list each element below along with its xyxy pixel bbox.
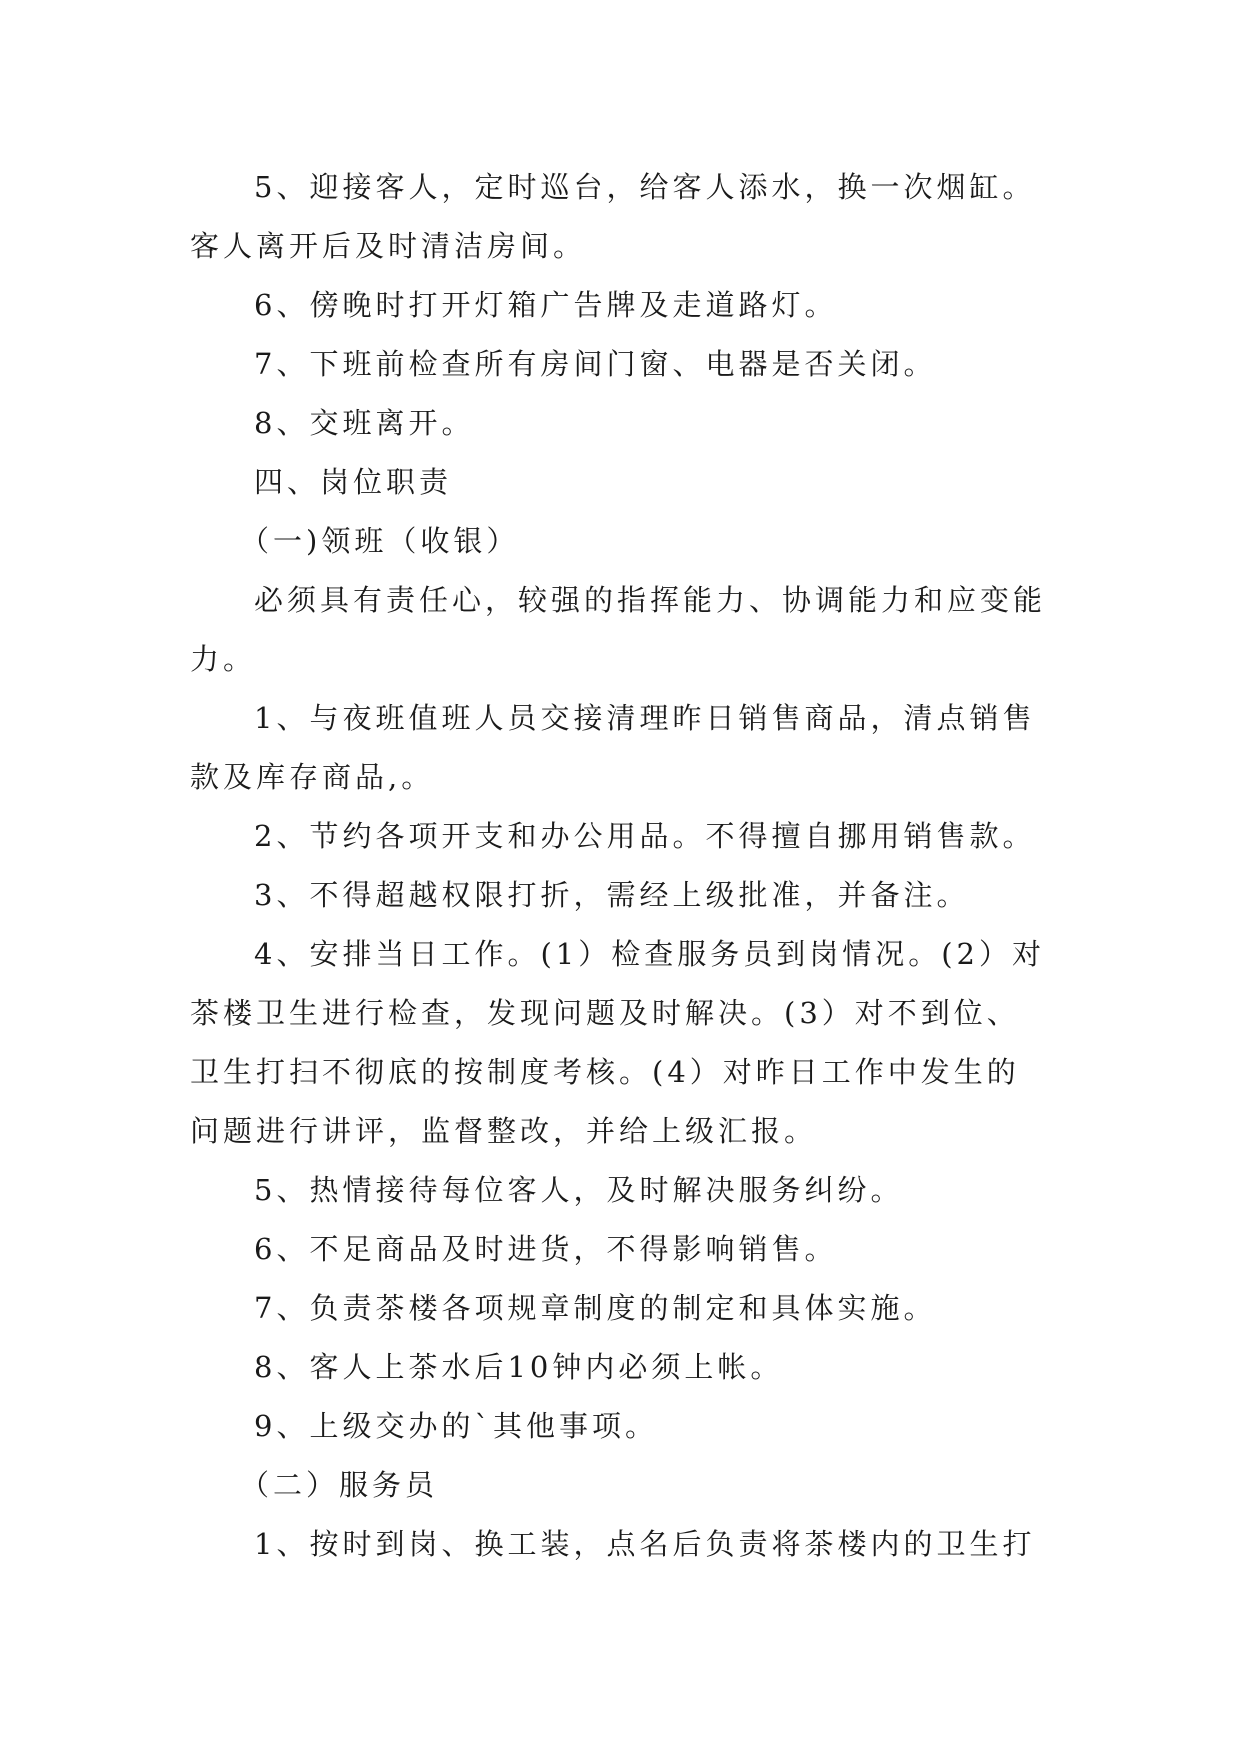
paragraph-waiter-1: 1、按时到岗、换工装，点名后负责将茶楼内的卫生打 (254, 1527, 1036, 1561)
paragraph-supervisor-2: 2、节约各项开支和办公用品。不得擅自挪用销售款。 (254, 819, 1036, 853)
paragraph-supervisor-3: 3、不得超越权限打折，需经上级批准，并备注。 (254, 878, 970, 912)
paragraph-supervisor-1: 1、与夜班值班人员交接清理昨日销售商品，清点销售款及库存商品,。 (190, 701, 1036, 794)
subsection-heading-waiter: （二）服务员 (240, 1468, 439, 1502)
section-heading-responsibilities: 四、岗位职责 (254, 465, 453, 499)
paragraph-supervisor-9: 9、上级交办的`其他事项。 (254, 1409, 658, 1443)
paragraph-supervisor-7: 7、负责茶楼各项规章制度的制定和具体实施。 (254, 1291, 937, 1325)
paragraph-supervisor-4: 4、安排当日工作。(1）检查服务员到岗情况。(2）对茶楼卫生进行检查，发现问题及时解决。(3）对不到位、卫生打扫不彻底的按制度考核。(4）对昨日工作中发生的问题进行讲评，监督整改，并给上级汇报。 (190, 937, 1045, 1148)
paragraph-supervisor-8: 8、客人上茶水后10钟内必须上帐。 (254, 1350, 784, 1384)
paragraph-duty-8: 8、交班离开。 (254, 406, 475, 440)
paragraph-supervisor-intro: 必须具有责任心，较强的指挥能力、协调能力和应变能力。 (190, 583, 1047, 676)
paragraph-supervisor-5: 5、热情接待每位客人，及时解决服务纠纷。 (254, 1173, 904, 1207)
document-body (190, 158, 1050, 1574)
paragraph-duty-7: 7、下班前检查所有房间门窗、电器是否关闭。 (254, 347, 937, 381)
subsection-heading-supervisor: （一)领班（收银） (240, 524, 520, 558)
paragraph-duty-6: 6、傍晚时打开灯箱广告牌及走道路灯。 (254, 288, 838, 322)
paragraph-duty-5: 5、迎接客人，定时巡台，给客人添水，换一次烟缸。客人离开后及时清洁房间。 (190, 170, 1036, 263)
paragraph-supervisor-6: 6、不足商品及时进货，不得影响销售。 (254, 1232, 838, 1266)
